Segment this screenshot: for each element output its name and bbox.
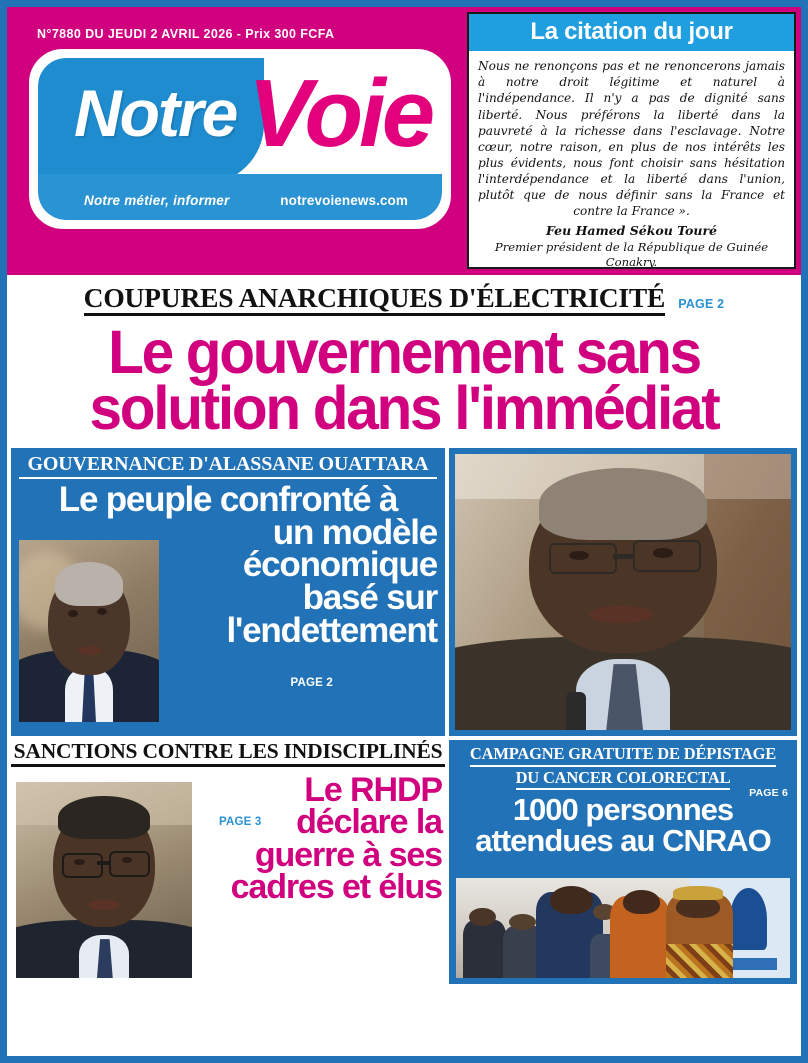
rhdp-headline	[11, 767, 445, 906]
ouattara-headline-line-3: économique	[242, 545, 437, 585]
ouattara-headline-line-1: Le peuple confronté à	[58, 480, 398, 520]
issue-line: N°7880 DU JEUDI 2 AVRIL 2026 - Prix 300 FCFA	[37, 27, 335, 41]
story-rhdp[interactable]	[11, 740, 445, 984]
quote-author: Feu Hamed Sékou Touré	[545, 223, 717, 239]
cnrao-kicker-line-2: DU CANCER COLORECTAL	[516, 769, 731, 790]
rhdp-kicker: SANCTIONS CONTRE LES INDISCIPLINÉS	[11, 740, 445, 767]
top-band	[7, 7, 801, 275]
quote-text: Nous ne renonçons pas et ne renoncerons jamais à notre droit légitime et naturel à l'indépendance. Il n'y a pas de dignité sans liberté. Nous préférons la liberté dans la pauvreté à la richesse dans l'esclavage. Notre cœur, notre raison, en plus de nos intérêts les plus évidents, nous font choisir sans hésitation l'interdépendance et la liberté dans l'union, plutôt que de nous définir sans la France et contre la France ».	[478, 59, 785, 218]
logo-website[interactable]: notrevoienews.com	[280, 193, 408, 208]
quote-attribution	[469, 221, 794, 276]
ouattara-headline-line-4: basé sur	[302, 578, 437, 617]
ouattara-kicker: GOUVERNANCE D'ALASSANE OUATTARA	[19, 454, 437, 479]
lead-page-ref[interactable]: PAGE 2	[678, 297, 725, 312]
lead-kicker: COUPURES ANARCHIQUES D'ÉLECTRICITÉ	[84, 283, 666, 316]
cnrao-headline-line-1: 1000 personnes	[512, 792, 734, 828]
lead-headline-line-1: Le gouvernement sans	[108, 318, 700, 387]
rhdp-headline-line-4: cadres et élus	[230, 867, 442, 906]
rhdp-headline-line-3: guerre à ses	[254, 835, 442, 874]
cnrao-page-ref[interactable]: PAGE 6	[749, 787, 788, 800]
logo-word-voie: Voie	[248, 60, 432, 167]
lead-story	[7, 275, 801, 448]
cnrao-headline-line-2: attendues au CNRAO	[475, 822, 771, 858]
lead-headline-line-2: solution dans l'immédiat	[89, 374, 719, 443]
rhdp-headline-line-2: déclare la	[296, 803, 442, 842]
quote-author-role: Premier président de la République de Guinée Conakry.	[494, 239, 769, 269]
lead-kicker-row	[7, 281, 801, 316]
cnrao-kicker	[455, 745, 791, 790]
lead-headline[interactable]	[23, 316, 785, 446]
rhdp-page-ref[interactable]: PAGE 3	[219, 816, 262, 829]
quote-of-the-day-box	[462, 7, 801, 275]
cnrao-headline	[455, 790, 791, 856]
cnrao-photo	[456, 878, 790, 978]
story-ouattara[interactable]	[11, 448, 445, 736]
ouattara-headline-line-2: un modèle	[272, 512, 437, 552]
newspaper-logo[interactable]	[29, 49, 451, 229]
main-photo-block	[449, 448, 797, 736]
quote-title: La citation du jour	[469, 14, 794, 51]
masthead	[7, 7, 462, 275]
logo-word-notre: Notre	[74, 76, 237, 150]
bottom-row	[7, 736, 801, 984]
rhdp-headline-line-1: Le RHDP	[304, 770, 442, 809]
logo-inner	[38, 58, 442, 220]
story-cnrao[interactable]	[449, 740, 797, 984]
ouattara-page-ref[interactable]: PAGE 2	[290, 677, 333, 690]
middle-row	[7, 448, 801, 736]
main-photo	[455, 454, 791, 730]
ouattara-headline-line-5: l'endettement	[226, 610, 437, 650]
cnrao-kicker-line-1: CAMPAGNE GRATUITE DE DÉPISTAGE	[470, 745, 776, 766]
logo-tagline: Notre métier, informer	[84, 193, 230, 208]
quote-inner	[467, 12, 796, 269]
ouattara-headline	[19, 479, 437, 650]
